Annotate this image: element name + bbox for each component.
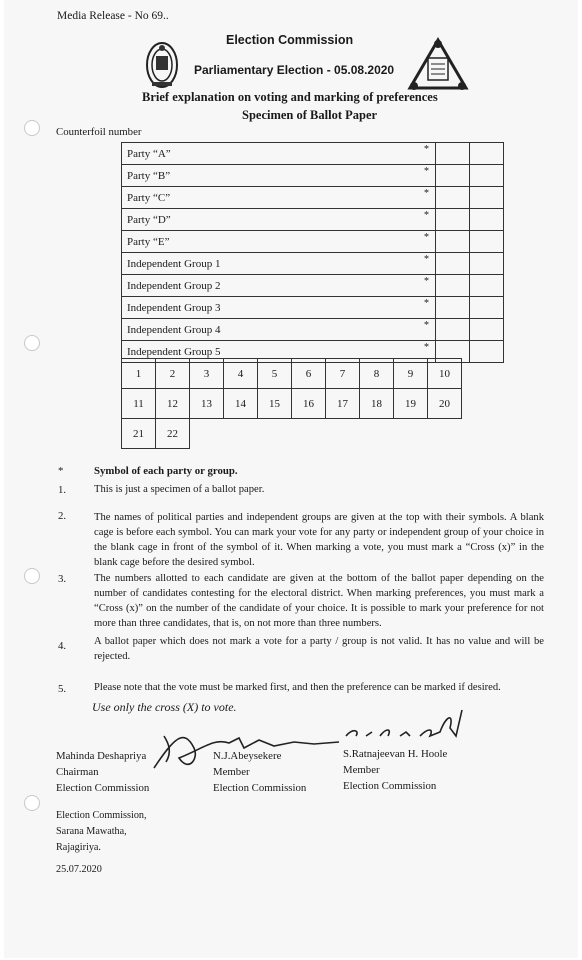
symbol-marker: * [424, 188, 429, 199]
candidate-number[interactable]: 18 [360, 389, 394, 419]
ballot-row [122, 187, 504, 209]
vote-cage[interactable] [436, 231, 470, 253]
candidate-number-grid [121, 358, 462, 449]
party-symbol-cell [470, 143, 504, 165]
ballot-row [122, 319, 504, 341]
signatory-title: Member [343, 764, 380, 776]
party-name: Party “A” [127, 147, 171, 160]
signatory-name: Mahinda Deshapriya [56, 750, 147, 762]
symbol-marker: * [424, 166, 429, 177]
note-star-bullet: * [58, 465, 64, 477]
note-text: A ballot paper which does not mark a vote for a party / group is not valid. It has no value and will be rejected. [94, 636, 544, 662]
vote-cage[interactable] [436, 165, 470, 187]
candidate-number[interactable]: 5 [258, 359, 292, 389]
symbol-marker: * [424, 276, 429, 287]
vote-cage[interactable] [436, 253, 470, 275]
candidate-number[interactable]: 3 [190, 359, 224, 389]
note-text: The numbers allotted to each candidate are given at the bottom of the ballot paper depending on the number of candidates contesting for the electoral district. When marking preferences, you must mark a “Cross (x)” on the number of the candidate of your choice. It is possible to mark your preference for not more than three candidates, that is, on not more than three numbers. [94, 573, 544, 629]
party-name: Party “D” [127, 213, 171, 226]
candidate-row [122, 389, 462, 419]
punch-hole [24, 120, 40, 136]
party-name: Party “E” [127, 235, 170, 248]
ballot-party-table [121, 142, 504, 363]
ballot-row [122, 275, 504, 297]
party-symbol-cell [470, 319, 504, 341]
signatory-title: Member [213, 766, 250, 778]
ballot-row [122, 209, 504, 231]
document-page [4, 0, 578, 958]
ballot-row [122, 165, 504, 187]
vote-cage[interactable] [436, 297, 470, 319]
candidate-number[interactable]: 6 [292, 359, 326, 389]
vote-cage[interactable] [436, 209, 470, 231]
election-commission-logo [406, 36, 470, 96]
symbol-marker: * [424, 232, 429, 243]
group-name: Independent Group 2 [127, 279, 221, 292]
address-line: Rajagiriya. [56, 842, 101, 853]
candidate-number[interactable]: 22 [156, 419, 190, 449]
candidate-number[interactable]: 11 [122, 389, 156, 419]
candidate-number[interactable]: 1 [122, 359, 156, 389]
specimen-heading: Specimen of Ballot Paper [242, 108, 378, 122]
signature-hoole [342, 706, 472, 746]
symbol-marker: * [424, 320, 429, 331]
note-text: This is just a specimen of a ballot paper. [94, 484, 265, 495]
address-line: Sarana Mawatha, [56, 826, 127, 837]
candidate-number[interactable]: 14 [224, 389, 258, 419]
note-text: The names of political parties and independent groups are given at the top with their symbols. A blank cage is before each symbol. You can mark your vote for any party or independent group of your choice in the blank cage in front of the symbol of it. When marking a vote, you must mark a “Cross (x)” in the blank cage before the desired symbol. [94, 512, 544, 568]
ballot-row [122, 143, 504, 165]
party-name: Party “B” [127, 169, 171, 182]
national-emblem-logo [144, 40, 180, 90]
candidate-number[interactable]: 10 [428, 359, 462, 389]
note-number: 4. [58, 640, 67, 652]
cross-instruction: Use only the cross (X) to vote. [92, 700, 237, 714]
group-name: Independent Group 3 [127, 301, 221, 314]
note-number: 1. [58, 484, 67, 496]
party-name: Party “C” [127, 191, 171, 204]
counterfoil-label: Counterfoil number [56, 126, 142, 138]
candidate-number[interactable]: 2 [156, 359, 190, 389]
media-release-number: Media Release - No 69.. [57, 10, 169, 22]
note-text: Please note that the vote must be marked first, and then the preference can be marked if desired. [94, 682, 501, 693]
organization-title: Election Commission [226, 33, 354, 47]
candidate-number[interactable]: 15 [258, 389, 292, 419]
note-symbol-text: Symbol of each party or group. [94, 465, 238, 477]
candidate-number[interactable]: 21 [122, 419, 156, 449]
candidate-number[interactable]: 16 [292, 389, 326, 419]
document-date: 25.07.2020 [56, 864, 102, 875]
signatory-org: Election Commission [56, 782, 150, 794]
signatory-name: S.Ratnajeevan H. Hoole [343, 748, 448, 760]
vote-cage[interactable] [436, 275, 470, 297]
symbol-marker: * [424, 210, 429, 221]
party-symbol-cell [470, 297, 504, 319]
party-symbol-cell [470, 209, 504, 231]
party-symbol-cell [470, 231, 504, 253]
party-symbol-cell [470, 253, 504, 275]
punch-hole [24, 568, 40, 584]
signatory-org: Election Commission [343, 780, 437, 792]
candidate-number[interactable]: 17 [326, 389, 360, 419]
ballot-row [122, 253, 504, 275]
party-symbol-cell [470, 275, 504, 297]
symbol-marker: * [424, 254, 429, 265]
candidate-number[interactable]: 12 [156, 389, 190, 419]
group-name: Independent Group 1 [127, 257, 221, 270]
group-name: Independent Group 4 [127, 323, 221, 336]
candidate-number[interactable]: 20 [428, 389, 462, 419]
candidate-number[interactable]: 4 [224, 359, 258, 389]
vote-cage[interactable] [436, 319, 470, 341]
note-number: 3. [58, 573, 67, 585]
document-subtitle: Brief explanation on voting and marking of preferences [142, 90, 438, 104]
candidate-number[interactable]: 13 [190, 389, 224, 419]
punch-hole [24, 795, 40, 811]
candidate-number[interactable]: 8 [360, 359, 394, 389]
symbol-marker: * [424, 298, 429, 309]
candidate-number[interactable]: 19 [394, 389, 428, 419]
candidate-number[interactable]: 7 [326, 359, 360, 389]
election-title: Parliamentary Election - 05.08.2020 [194, 63, 395, 77]
punch-hole [24, 335, 40, 351]
signatory-org: Election Commission [213, 782, 307, 794]
party-symbol-cell [470, 187, 504, 209]
party-symbol-cell [470, 165, 504, 187]
symbol-marker: * [424, 144, 429, 155]
symbol-marker: * [424, 342, 429, 353]
ballot-row [122, 231, 504, 253]
address-line: Election Commission, [56, 810, 147, 821]
candidate-number[interactable]: 9 [394, 359, 428, 389]
candidate-row [122, 419, 462, 449]
note-number: 5. [58, 683, 67, 695]
vote-cage[interactable] [436, 187, 470, 209]
ballot-row [122, 297, 504, 319]
group-name: Independent Group 5 [127, 345, 221, 358]
party-symbol-cell [470, 341, 504, 363]
candidate-row [122, 359, 462, 389]
signatory-title: Chairman [56, 766, 99, 778]
signatory-name: N.J.Abeysekere [213, 750, 282, 762]
note-number: 2. [58, 510, 67, 522]
vote-cage[interactable] [436, 143, 470, 165]
